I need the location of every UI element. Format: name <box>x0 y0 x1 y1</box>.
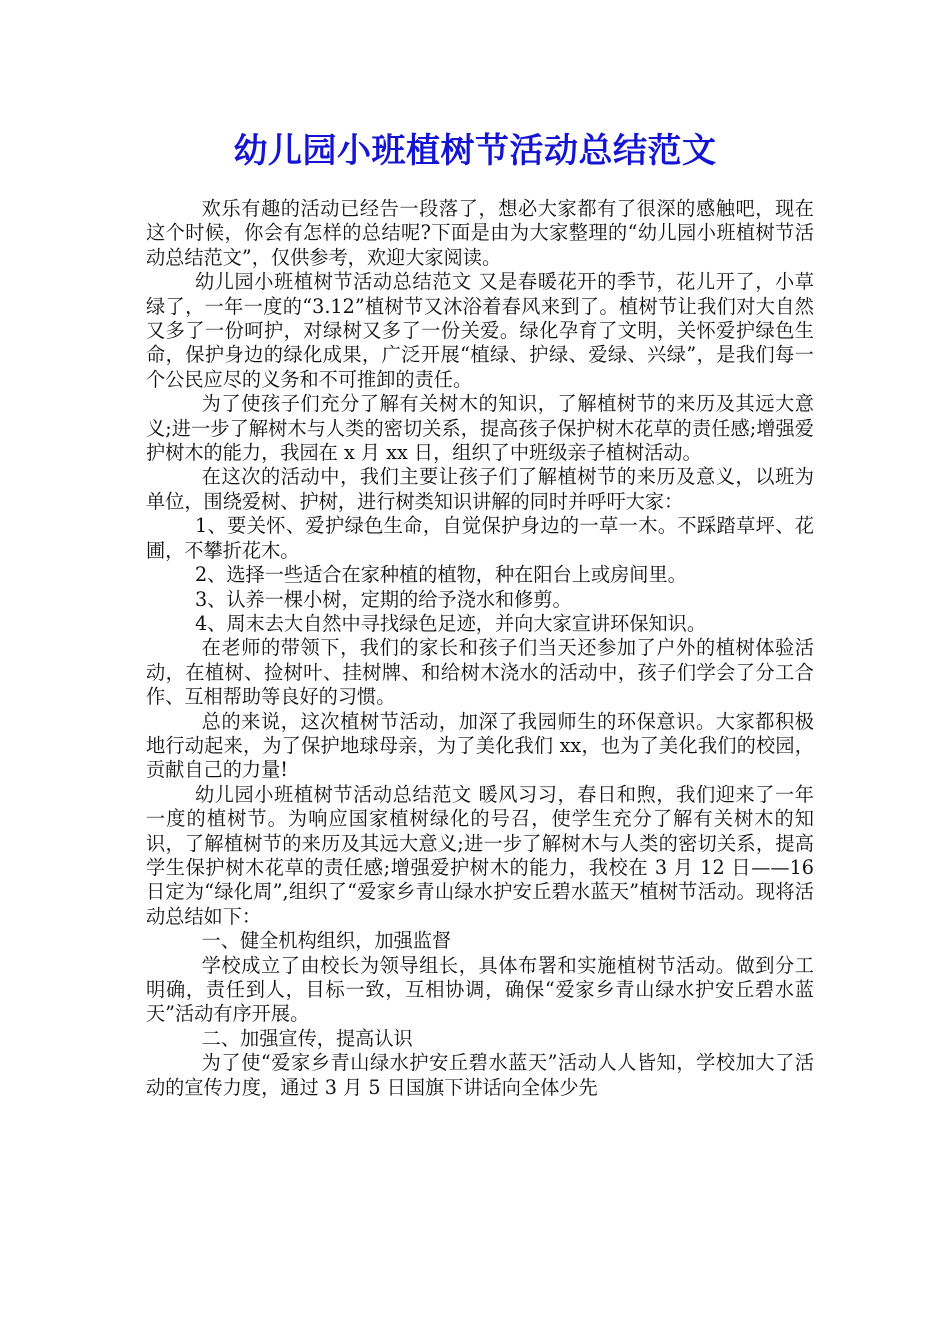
list-item: 1、要关怀、爱护绿色生命，自觉保护身边的一草一木。不踩踏草坪、花圃，不攀折花木。 <box>146 514 814 562</box>
paragraph: 在老师的带领下，我们的家长和孩子们当天还参加了户外的植树体验活动，在植树、捡树叶、挂树牌、和给树木浇水的活动中，孩子们学会了分工合作、互相帮助等良好的习惯。 <box>146 636 814 709</box>
document-title: 幼儿园小班植树节活动总结范文 <box>233 131 717 171</box>
paragraph: 学校成立了由校长为领导组长，具体布署和实施植树节活动。做到分工明确，责任到人，目标一致，互相协调，确保“爱家乡青山绿水护安丘碧水蓝天”活动有序开展。 <box>146 953 814 1026</box>
paragraph: 为了使“爱家乡青山绿水护安丘碧水蓝天”活动人人皆知，学校加大了活动的宣传力度，通过 3 月 5 日国旗下讲话向全体少先 <box>146 1051 814 1099</box>
list-item: 2、选择一些适合在家种植的植物，种在阳台上或房间里。 <box>194 563 687 587</box>
paragraph-essay-2-opening: 幼儿园小班植树节活动总结范文 暖风习习，春日和煦，我们迎来了一年一度的植树节。为响应国家植树绿化的号召，使学生充分了解有关树木的知识，了解植树节的来历及其远大意义;进一步了解树木与人类的密切关系，提高学生保护树木花草的责任感;增强爱护树木的能力，我校在 3 月 12 日——16 日定为“绿化周”,组织了“爱家乡青山绿水护安丘碧水蓝天”植树节活动。现将活动总结如下： <box>146 782 814 928</box>
paragraph-essay-1-opening: 幼儿园小班植树节活动总结范文 又是春暖花开的季节，花儿开了，小草绿了，一年一度的“3.12”植树节又沐浴着春风来到了。植树节让我们对大自然又多了一份呵护，对绿树又多了一份关爱。绿化孕育了文明，关怀爱护绿色生命，保护身边的绿化成果，广泛开展“植绿、护绿、爱绿、兴绿”，是我们每一个公民应尽的义务和不可推卸的责任。 <box>146 270 814 391</box>
document-body <box>146 197 814 1100</box>
section-heading: 二、加强宣传，提高认识 <box>201 1026 413 1050</box>
section-heading: 一、健全机构组织，加强监督 <box>201 929 452 953</box>
list-item: 4、周末去大自然中寻找绿色足迹，并向大家宣讲环保知识。 <box>194 611 707 635</box>
paragraph-intro: 欢乐有趣的活动已经告一段落了，想必大家都有了很深的感触吧，现在这个时候，你会有怎样的总结呢?下面是由为大家整理的“幼儿园小班植树节活动总结范文”，仅供参考，欢迎大家阅读。 <box>146 197 814 269</box>
paragraph: 在这次的活动中，我们主要让孩子们了解植树节的来历及意义，以班为单位，围绕爱树、护树，进行树类知识讲解的同时并呼吁大家： <box>146 465 814 513</box>
paragraph: 总的来说，这次植树节活动，加深了我园师生的环保意识。大家都积极地行动起来，为了保护地球母亲，为了美化我们 xx，也为了美化我们的校园，贡献自己的力量! <box>146 709 814 782</box>
paragraph: 为了使孩子们充分了解有关树木的知识，了解植树节的来历及其远大意义;进一步了解树木与人类的密切关系，提高孩子保护树木花草的责任感;增强爱护树木的能力，我园在 x 月 xx 日，组织了中班级亲子植树活动。 <box>146 392 814 465</box>
list-item: 3、认养一棵小树，定期的给予浇水和修剪。 <box>194 587 572 611</box>
